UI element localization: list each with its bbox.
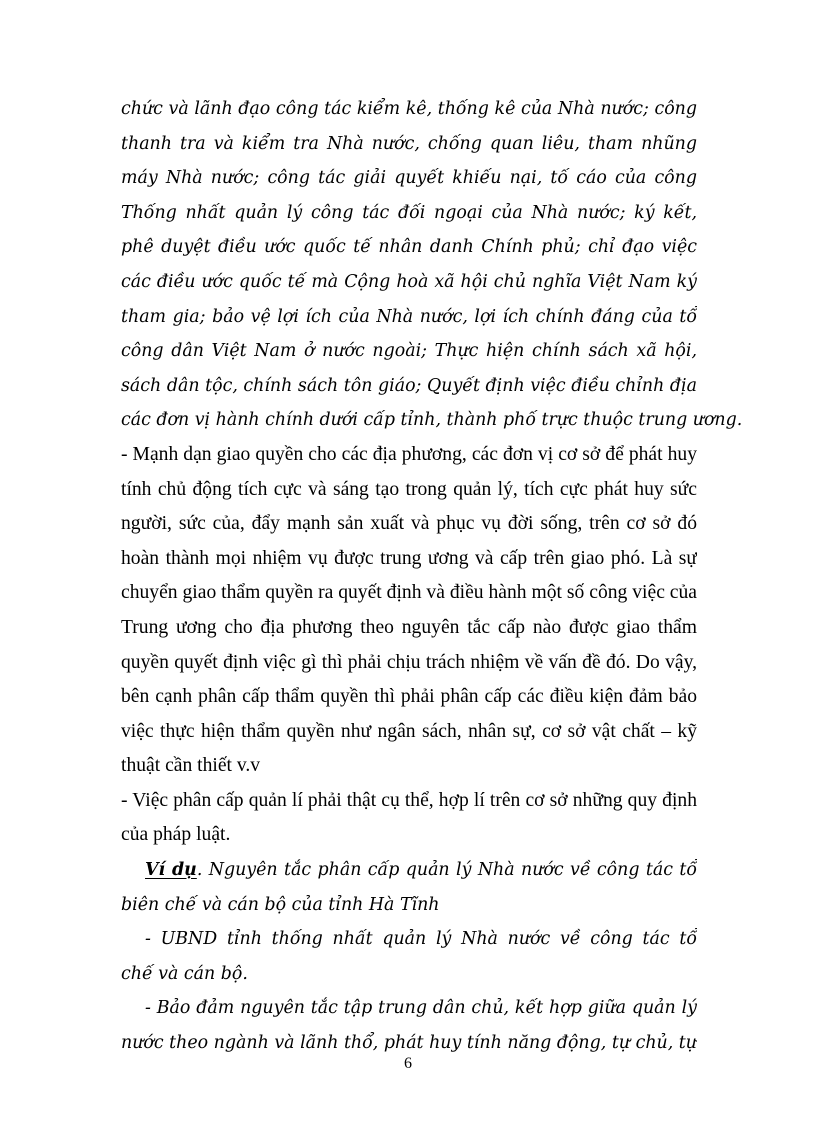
text-line: chuyển giao thẩm quyền ra quyết định và điều hành một số công việc của xyxy=(121,582,697,604)
text-line: thanh tra và kiểm tra Nhà nước, chống quan liêu, tham nhũng xyxy=(121,133,697,154)
text-line: Trung ương cho địa phương theo nguyên tắc cấp nào được giao thẩm xyxy=(121,616,697,638)
text-line: - Việc phân cấp quản lí phải thật cụ thể, hợp lí trên cơ sở những quy định xyxy=(121,789,697,811)
example-line xyxy=(121,853,697,888)
text-line: Thống nhất quản lý công tác đối ngoại của Nhà nước; ký kết, xyxy=(121,202,697,223)
text-line: máy Nhà nước; công tác giải quyết khiếu nại, tố cáo của công xyxy=(121,168,697,189)
text-line: chức và lãnh đạo công tác kiểm kê, thống kê của Nhà nước; công xyxy=(121,99,697,119)
text-line: quyền quyết định việc gì thì phải chịu trách nhiệm về vấn đề đó. Do vậy, xyxy=(121,651,697,673)
text-line: biên chế và cán bộ của tỉnh Hà Tĩnh xyxy=(121,894,440,915)
text-line: tính chủ động tích cực và sáng tạo trong quản lý, tích cực phát huy sức xyxy=(121,478,697,500)
text-line: nước theo ngành và lãnh thổ, phát huy tính năng động, tự chủ, tự xyxy=(121,1033,697,1054)
text-line: bên cạnh phân cấp thẩm quyền thì phải phân cấp các điều kiện đảm bảo xyxy=(121,686,697,708)
text-line: chế và cán bộ. xyxy=(121,963,248,984)
page-number: 6 xyxy=(404,1055,412,1072)
text-line: việc thực hiện thẩm quyền như ngân sách, nhân sự, cơ sở vật chất – kỹ xyxy=(121,720,697,742)
text-line: - Bảo đảm nguyên tắc tập trung dân chủ, kết hợp giữa quản lý xyxy=(145,998,697,1019)
example-label: Ví dụ xyxy=(145,860,197,881)
text-line: phê duyệt điều ước quốc tế nhân danh Chính phủ; chỉ đạo việc xyxy=(121,237,697,258)
text-line: - UBND tỉnh thống nhất quản lý Nhà nước về công tác tổ xyxy=(145,929,697,950)
text-line: các đơn vị hành chính dưới cấp tỉnh, thành phố trực thuộc trung ương. xyxy=(121,410,743,431)
text-line: tham gia; bảo vệ lợi ích của Nhà nước, lợi ích chính đáng của tổ xyxy=(121,306,697,327)
text-line: công dân Việt Nam ở nước ngoài; Thực hiện chính sách xã hội, xyxy=(121,341,697,362)
text-line: - Mạnh dạn giao quyền cho các địa phương, các đơn vị cơ sở để phát huy xyxy=(121,443,697,465)
text-line: hoàn thành mọi nhiệm vụ được trung ương và cấp trên giao phó. Là sự xyxy=(121,547,697,569)
example-text: . Nguyên tắc phân cấp quản lý Nhà nước về công tác tổ xyxy=(196,860,697,881)
text-line: của pháp luật. xyxy=(121,824,231,846)
text-line: các điều ước quốc tế mà Cộng hoà xã hội chủ nghĩa Việt Nam ký xyxy=(121,271,697,292)
page-body xyxy=(121,92,743,1061)
text-line: người, sức của, đẩy mạnh sản xuất và phục vụ đời sống, trên cơ sở đó xyxy=(121,513,697,535)
text-line: thuật cần thiết v.v xyxy=(121,755,261,777)
text-line: sách dân tộc, chính sách tôn giáo; Quyết định việc điều chỉnh địa xyxy=(121,375,697,396)
